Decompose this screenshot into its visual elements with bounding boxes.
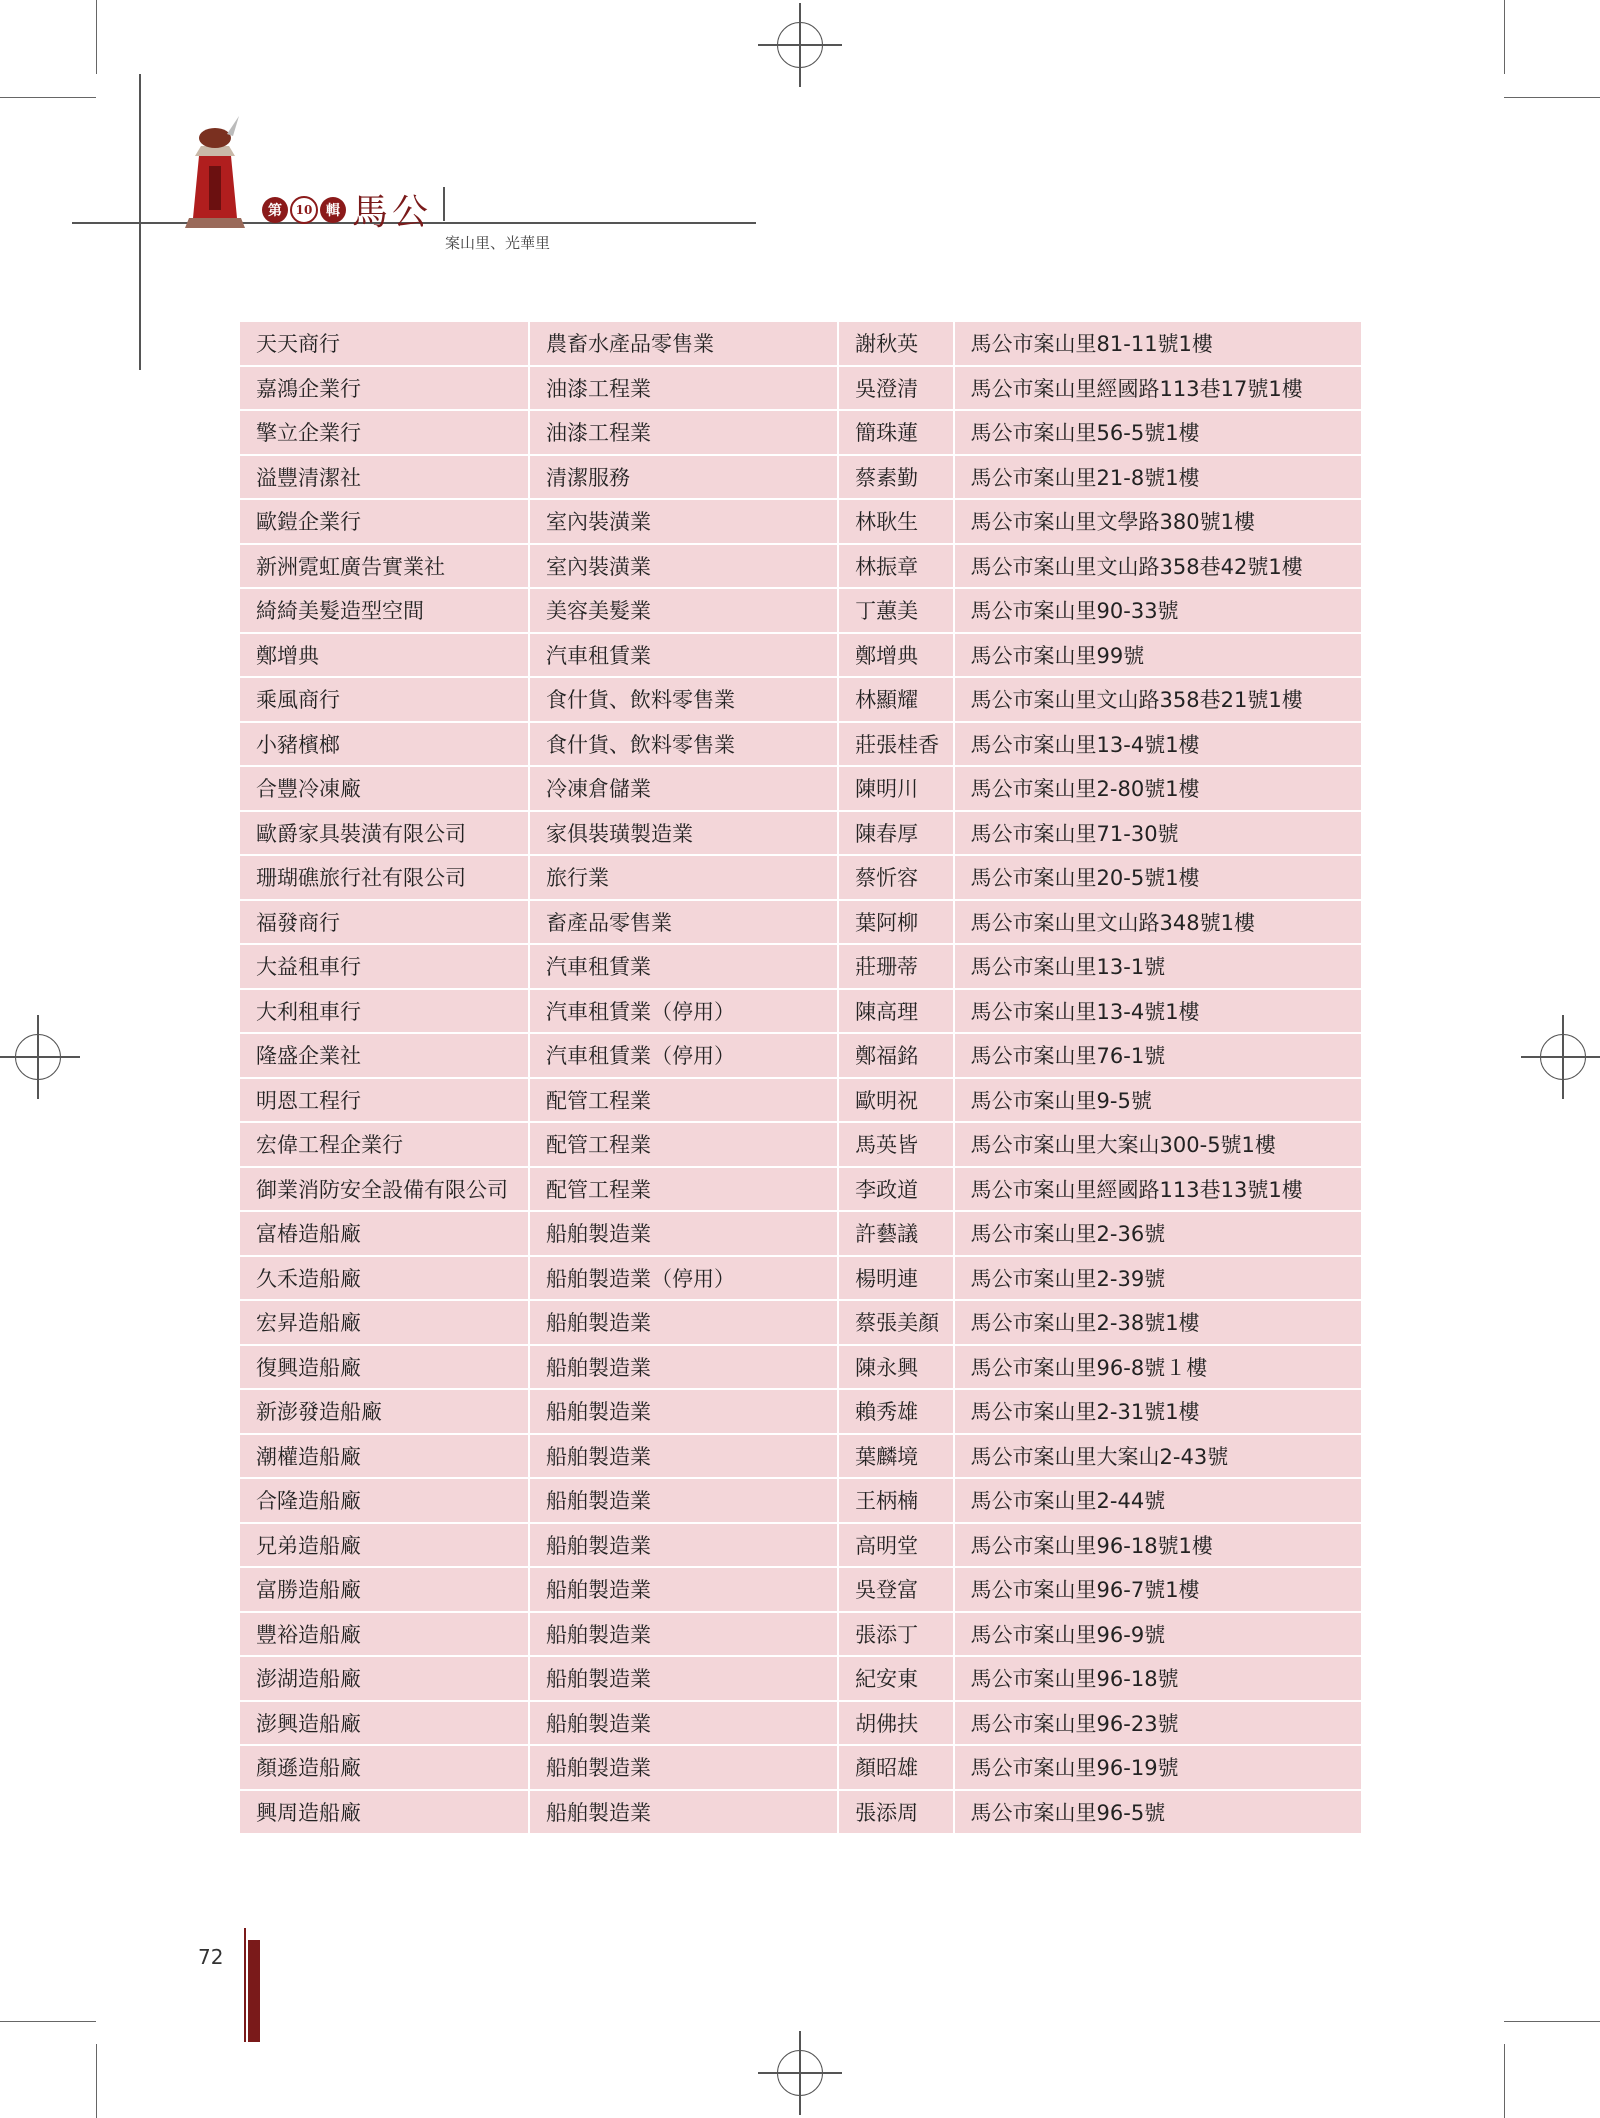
business-type-cell: 清潔服務 bbox=[530, 456, 837, 499]
table-row bbox=[240, 634, 1361, 677]
address-cell: 馬公市案山里大案山300-5號1樓 bbox=[955, 1123, 1361, 1166]
owner-name-cell: 吳登富 bbox=[839, 1568, 952, 1611]
owner-name-cell: 吳澄清 bbox=[839, 367, 952, 410]
address-cell: 馬公市案山里2-39號 bbox=[955, 1257, 1361, 1300]
business-name-cell: 顏遜造船廠 bbox=[240, 1746, 528, 1789]
table-row bbox=[240, 1746, 1361, 1789]
business-type-cell: 配管工程業 bbox=[530, 1079, 837, 1122]
registration-mark bbox=[777, 2050, 823, 2096]
table-row bbox=[240, 990, 1361, 1033]
business-name-cell: 兄弟造船廠 bbox=[240, 1524, 528, 1567]
business-name-cell: 潮權造船廠 bbox=[240, 1435, 528, 1478]
table-row bbox=[240, 1435, 1361, 1478]
address-cell: 馬公市案山里96-18號 bbox=[955, 1657, 1361, 1700]
business-type-cell: 汽車租賃業（停用） bbox=[530, 1034, 837, 1077]
business-type-cell: 船舶製造業 bbox=[530, 1613, 837, 1656]
owner-name-cell: 蔡素勤 bbox=[839, 456, 952, 499]
business-type-cell: 船舶製造業 bbox=[530, 1479, 837, 1522]
book-title: 馬公 bbox=[352, 192, 433, 233]
business-type-cell: 船舶製造業 bbox=[530, 1791, 837, 1834]
business-type-cell: 室內裝潢業 bbox=[530, 545, 837, 588]
table-row bbox=[240, 589, 1361, 632]
table-row bbox=[240, 1791, 1361, 1834]
business-name-cell: 新洲霓虹廣告實業社 bbox=[240, 545, 528, 588]
business-type-cell: 配管工程業 bbox=[530, 1168, 837, 1211]
business-name-cell: 澎興造船廠 bbox=[240, 1702, 528, 1745]
business-name-cell: 復興造船廠 bbox=[240, 1346, 528, 1389]
owner-name-cell: 蔡忻容 bbox=[839, 856, 952, 899]
table-row bbox=[240, 1702, 1361, 1745]
business-type-cell: 船舶製造業（停用） bbox=[530, 1257, 837, 1300]
table-row bbox=[240, 901, 1361, 944]
address-cell: 馬公市案山里經國路113巷17號1樓 bbox=[955, 367, 1361, 410]
business-name-cell: 歐鎧企業行 bbox=[240, 500, 528, 543]
table-row bbox=[240, 411, 1361, 454]
owner-name-cell: 林耿生 bbox=[839, 500, 952, 543]
business-type-cell: 室內裝潢業 bbox=[530, 500, 837, 543]
business-name-cell: 興周造船廠 bbox=[240, 1791, 528, 1834]
owner-name-cell: 紀安東 bbox=[839, 1657, 952, 1700]
table-row bbox=[240, 1257, 1361, 1300]
business-type-cell: 美容美髮業 bbox=[530, 589, 837, 632]
business-name-cell: 久禾造船廠 bbox=[240, 1257, 528, 1300]
address-cell: 馬公市案山里96-23號 bbox=[955, 1702, 1361, 1745]
owner-name-cell: 李政道 bbox=[839, 1168, 952, 1211]
table-row bbox=[240, 1079, 1361, 1122]
address-cell: 馬公市案山里9-5號 bbox=[955, 1079, 1361, 1122]
business-type-cell: 家俱裝璜製造業 bbox=[530, 812, 837, 855]
address-cell: 馬公市案山里96-8號１樓 bbox=[955, 1346, 1361, 1389]
business-type-cell: 船舶製造業 bbox=[530, 1435, 837, 1478]
owner-name-cell: 莊珊蒂 bbox=[839, 945, 952, 988]
crop-mark bbox=[96, 2044, 97, 2118]
page-number: 72 bbox=[198, 1945, 224, 1969]
business-type-cell: 汽車租賃業（停用） bbox=[530, 990, 837, 1033]
owner-name-cell: 謝秋英 bbox=[839, 322, 952, 365]
business-type-cell: 船舶製造業 bbox=[530, 1390, 837, 1433]
business-type-cell: 船舶製造業 bbox=[530, 1212, 837, 1255]
address-cell: 馬公市案山里2-44號 bbox=[955, 1479, 1361, 1522]
business-name-cell: 宏昇造船廠 bbox=[240, 1301, 528, 1344]
business-name-cell: 珊瑚礁旅行社有限公司 bbox=[240, 856, 528, 899]
crop-mark bbox=[0, 2021, 96, 2022]
owner-name-cell: 顏昭雄 bbox=[839, 1746, 952, 1789]
crop-mark bbox=[0, 97, 96, 98]
table-row bbox=[240, 1524, 1361, 1567]
table-row bbox=[240, 500, 1361, 543]
address-cell: 馬公市案山里經國路113巷13號1樓 bbox=[955, 1168, 1361, 1211]
table-row bbox=[240, 545, 1361, 588]
table-row bbox=[240, 1034, 1361, 1077]
owner-name-cell: 張添丁 bbox=[839, 1613, 952, 1656]
business-name-cell: 澎湖造船廠 bbox=[240, 1657, 528, 1700]
business-type-cell: 農畜水產品零售業 bbox=[530, 322, 837, 365]
address-cell: 馬公市案山里56-5號1樓 bbox=[955, 411, 1361, 454]
business-name-cell: 隆盛企業社 bbox=[240, 1034, 528, 1077]
owner-name-cell: 葉阿柳 bbox=[839, 901, 952, 944]
business-name-cell: 大益租車行 bbox=[240, 945, 528, 988]
owner-name-cell: 林振章 bbox=[839, 545, 952, 588]
table-row bbox=[240, 1212, 1361, 1255]
business-type-cell: 船舶製造業 bbox=[530, 1301, 837, 1344]
business-name-cell: 福發商行 bbox=[240, 901, 528, 944]
business-type-cell: 汽車租賃業 bbox=[530, 634, 837, 677]
business-type-cell: 旅行業 bbox=[530, 856, 837, 899]
business-type-cell: 油漆工程業 bbox=[530, 367, 837, 410]
address-cell: 馬公市案山里2-80號1樓 bbox=[955, 767, 1361, 810]
owner-name-cell: 陳春厚 bbox=[839, 812, 952, 855]
owner-name-cell: 丁蕙美 bbox=[839, 589, 952, 632]
address-cell: 馬公市案山里2-36號 bbox=[955, 1212, 1361, 1255]
table-row bbox=[240, 1390, 1361, 1433]
business-type-cell: 畜產品零售業 bbox=[530, 901, 837, 944]
crop-mark bbox=[1504, 97, 1600, 98]
table-row bbox=[240, 1657, 1361, 1700]
title-divider bbox=[443, 187, 445, 221]
business-table-body bbox=[240, 322, 1361, 1833]
owner-name-cell: 陳高理 bbox=[839, 990, 952, 1033]
business-name-cell: 鄭增典 bbox=[240, 634, 528, 677]
business-type-cell: 船舶製造業 bbox=[530, 1568, 837, 1611]
address-cell: 馬公市案山里21-8號1樓 bbox=[955, 456, 1361, 499]
owner-name-cell: 陳明川 bbox=[839, 767, 952, 810]
address-cell: 馬公市案山里90-33號 bbox=[955, 589, 1361, 632]
address-cell: 馬公市案山里81-11號1樓 bbox=[955, 322, 1361, 365]
crop-mark bbox=[96, 0, 97, 74]
address-cell: 馬公市案山里文山路358巷42號1樓 bbox=[955, 545, 1361, 588]
business-name-cell: 溢豐清潔社 bbox=[240, 456, 528, 499]
chapter-prefix: 第 bbox=[262, 197, 288, 223]
business-name-cell: 擎立企業行 bbox=[240, 411, 528, 454]
address-cell: 馬公市案山里13-1號 bbox=[955, 945, 1361, 988]
address-cell: 馬公市案山里99號 bbox=[955, 634, 1361, 677]
owner-name-cell: 馬英皆 bbox=[839, 1123, 952, 1166]
owner-name-cell: 賴秀雄 bbox=[839, 1390, 952, 1433]
business-type-cell: 船舶製造業 bbox=[530, 1746, 837, 1789]
business-type-cell: 冷凍倉儲業 bbox=[530, 767, 837, 810]
business-name-cell: 嘉鴻企業行 bbox=[240, 367, 528, 410]
business-type-cell: 船舶製造業 bbox=[530, 1657, 837, 1700]
business-name-cell: 豐裕造船廠 bbox=[240, 1613, 528, 1656]
page-marker-line bbox=[244, 1928, 246, 2042]
address-cell: 馬公市案山里96-18號1樓 bbox=[955, 1524, 1361, 1567]
owner-name-cell: 葉麟境 bbox=[839, 1435, 952, 1478]
table-row bbox=[240, 856, 1361, 899]
business-type-cell: 汽車租賃業 bbox=[530, 945, 837, 988]
address-cell: 馬公市案山里13-4號1樓 bbox=[955, 723, 1361, 766]
address-cell: 馬公市案山里96-19號 bbox=[955, 1746, 1361, 1789]
crop-mark bbox=[1504, 0, 1505, 74]
page-marker-bar bbox=[248, 1940, 260, 2042]
business-name-cell: 明恩工程行 bbox=[240, 1079, 528, 1122]
table-row bbox=[240, 678, 1361, 721]
table-row bbox=[240, 322, 1361, 365]
owner-name-cell: 張添周 bbox=[839, 1791, 952, 1834]
business-name-cell: 合隆造船廠 bbox=[240, 1479, 528, 1522]
table-row bbox=[240, 812, 1361, 855]
owner-name-cell: 陳永興 bbox=[839, 1346, 952, 1389]
address-cell: 馬公市案山里文山路348號1樓 bbox=[955, 901, 1361, 944]
business-name-cell: 綺綺美髮造型空間 bbox=[240, 589, 528, 632]
table-row bbox=[240, 1168, 1361, 1211]
owner-name-cell: 歐明祝 bbox=[839, 1079, 952, 1122]
table-row bbox=[240, 1346, 1361, 1389]
owner-name-cell: 高明堂 bbox=[839, 1524, 952, 1567]
address-cell: 馬公市案山里96-5號 bbox=[955, 1791, 1361, 1834]
address-cell: 馬公市案山里2-31號1樓 bbox=[955, 1390, 1361, 1433]
address-cell: 馬公市案山里文學路380號1樓 bbox=[955, 500, 1361, 543]
registration-mark bbox=[15, 1034, 61, 1080]
owner-name-cell: 楊明連 bbox=[839, 1257, 952, 1300]
owner-name-cell: 簡珠蓮 bbox=[839, 411, 952, 454]
address-cell: 馬公市案山里96-7號1樓 bbox=[955, 1568, 1361, 1611]
crop-mark bbox=[1504, 2021, 1600, 2022]
business-type-cell: 船舶製造業 bbox=[530, 1702, 837, 1745]
business-type-cell: 船舶製造業 bbox=[530, 1346, 837, 1389]
business-name-cell: 宏偉工程企業行 bbox=[240, 1123, 528, 1166]
business-type-cell: 食什貨、飲料零售業 bbox=[530, 678, 837, 721]
business-name-cell: 乘風商行 bbox=[240, 678, 528, 721]
owner-name-cell: 鄭增典 bbox=[839, 634, 952, 677]
address-cell: 馬公市案山里2-38號1樓 bbox=[955, 1301, 1361, 1344]
table-row bbox=[240, 1568, 1361, 1611]
table-row bbox=[240, 367, 1361, 410]
owner-name-cell: 胡佛扶 bbox=[839, 1702, 952, 1745]
table-row bbox=[240, 723, 1361, 766]
address-cell: 馬公市案山里20-5號1樓 bbox=[955, 856, 1361, 899]
address-cell: 馬公市案山里71-30號 bbox=[955, 812, 1361, 855]
owner-name-cell: 林顯耀 bbox=[839, 678, 952, 721]
owner-name-cell: 王柄楠 bbox=[839, 1479, 952, 1522]
table-row bbox=[240, 945, 1361, 988]
owner-name-cell: 鄭福銘 bbox=[839, 1034, 952, 1077]
table-row bbox=[240, 456, 1361, 499]
owner-name-cell: 莊張桂香 bbox=[839, 723, 952, 766]
chapter-suffix: 輯 bbox=[320, 197, 346, 223]
monument-icon bbox=[175, 110, 255, 228]
chapter-label bbox=[262, 196, 346, 224]
address-cell: 馬公市案山里文山路358巷21號1樓 bbox=[955, 678, 1361, 721]
business-type-cell: 食什貨、飲料零售業 bbox=[530, 723, 837, 766]
business-type-cell: 配管工程業 bbox=[530, 1123, 837, 1166]
business-name-cell: 富椿造船廠 bbox=[240, 1212, 528, 1255]
business-name-cell: 御業消防安全設備有限公司 bbox=[240, 1168, 528, 1211]
business-name-cell: 小豬檳榔 bbox=[240, 723, 528, 766]
business-name-cell: 大利租車行 bbox=[240, 990, 528, 1033]
crop-mark bbox=[1504, 2044, 1505, 2118]
address-cell: 馬公市案山里96-9號 bbox=[955, 1613, 1361, 1656]
address-cell: 馬公市案山里大案山2-43號 bbox=[955, 1435, 1361, 1478]
business-name-cell: 合豐冷凍廠 bbox=[240, 767, 528, 810]
registration-mark bbox=[777, 22, 823, 68]
chapter-number: 10 bbox=[290, 196, 318, 224]
business-type-cell: 油漆工程業 bbox=[530, 411, 837, 454]
business-name-cell: 新澎發造船廠 bbox=[240, 1390, 528, 1433]
business-name-cell: 天天商行 bbox=[240, 322, 528, 365]
address-cell: 馬公市案山里76-1號 bbox=[955, 1034, 1361, 1077]
table-row bbox=[240, 767, 1361, 810]
business-type-cell: 船舶製造業 bbox=[530, 1524, 837, 1567]
table-row bbox=[240, 1479, 1361, 1522]
owner-name-cell: 許藝議 bbox=[839, 1212, 952, 1255]
table-row bbox=[240, 1613, 1361, 1656]
business-table bbox=[238, 320, 1363, 1835]
address-cell: 馬公市案山里13-4號1樓 bbox=[955, 990, 1361, 1033]
registration-mark bbox=[1540, 1034, 1586, 1080]
section-subtitle: 案山里、光華里 bbox=[445, 234, 551, 252]
business-name-cell: 歐爵家具裝潢有限公司 bbox=[240, 812, 528, 855]
business-name-cell: 富勝造船廠 bbox=[240, 1568, 528, 1611]
table-row bbox=[240, 1301, 1361, 1344]
table-row bbox=[240, 1123, 1361, 1166]
owner-name-cell: 蔡張美顏 bbox=[839, 1301, 952, 1344]
